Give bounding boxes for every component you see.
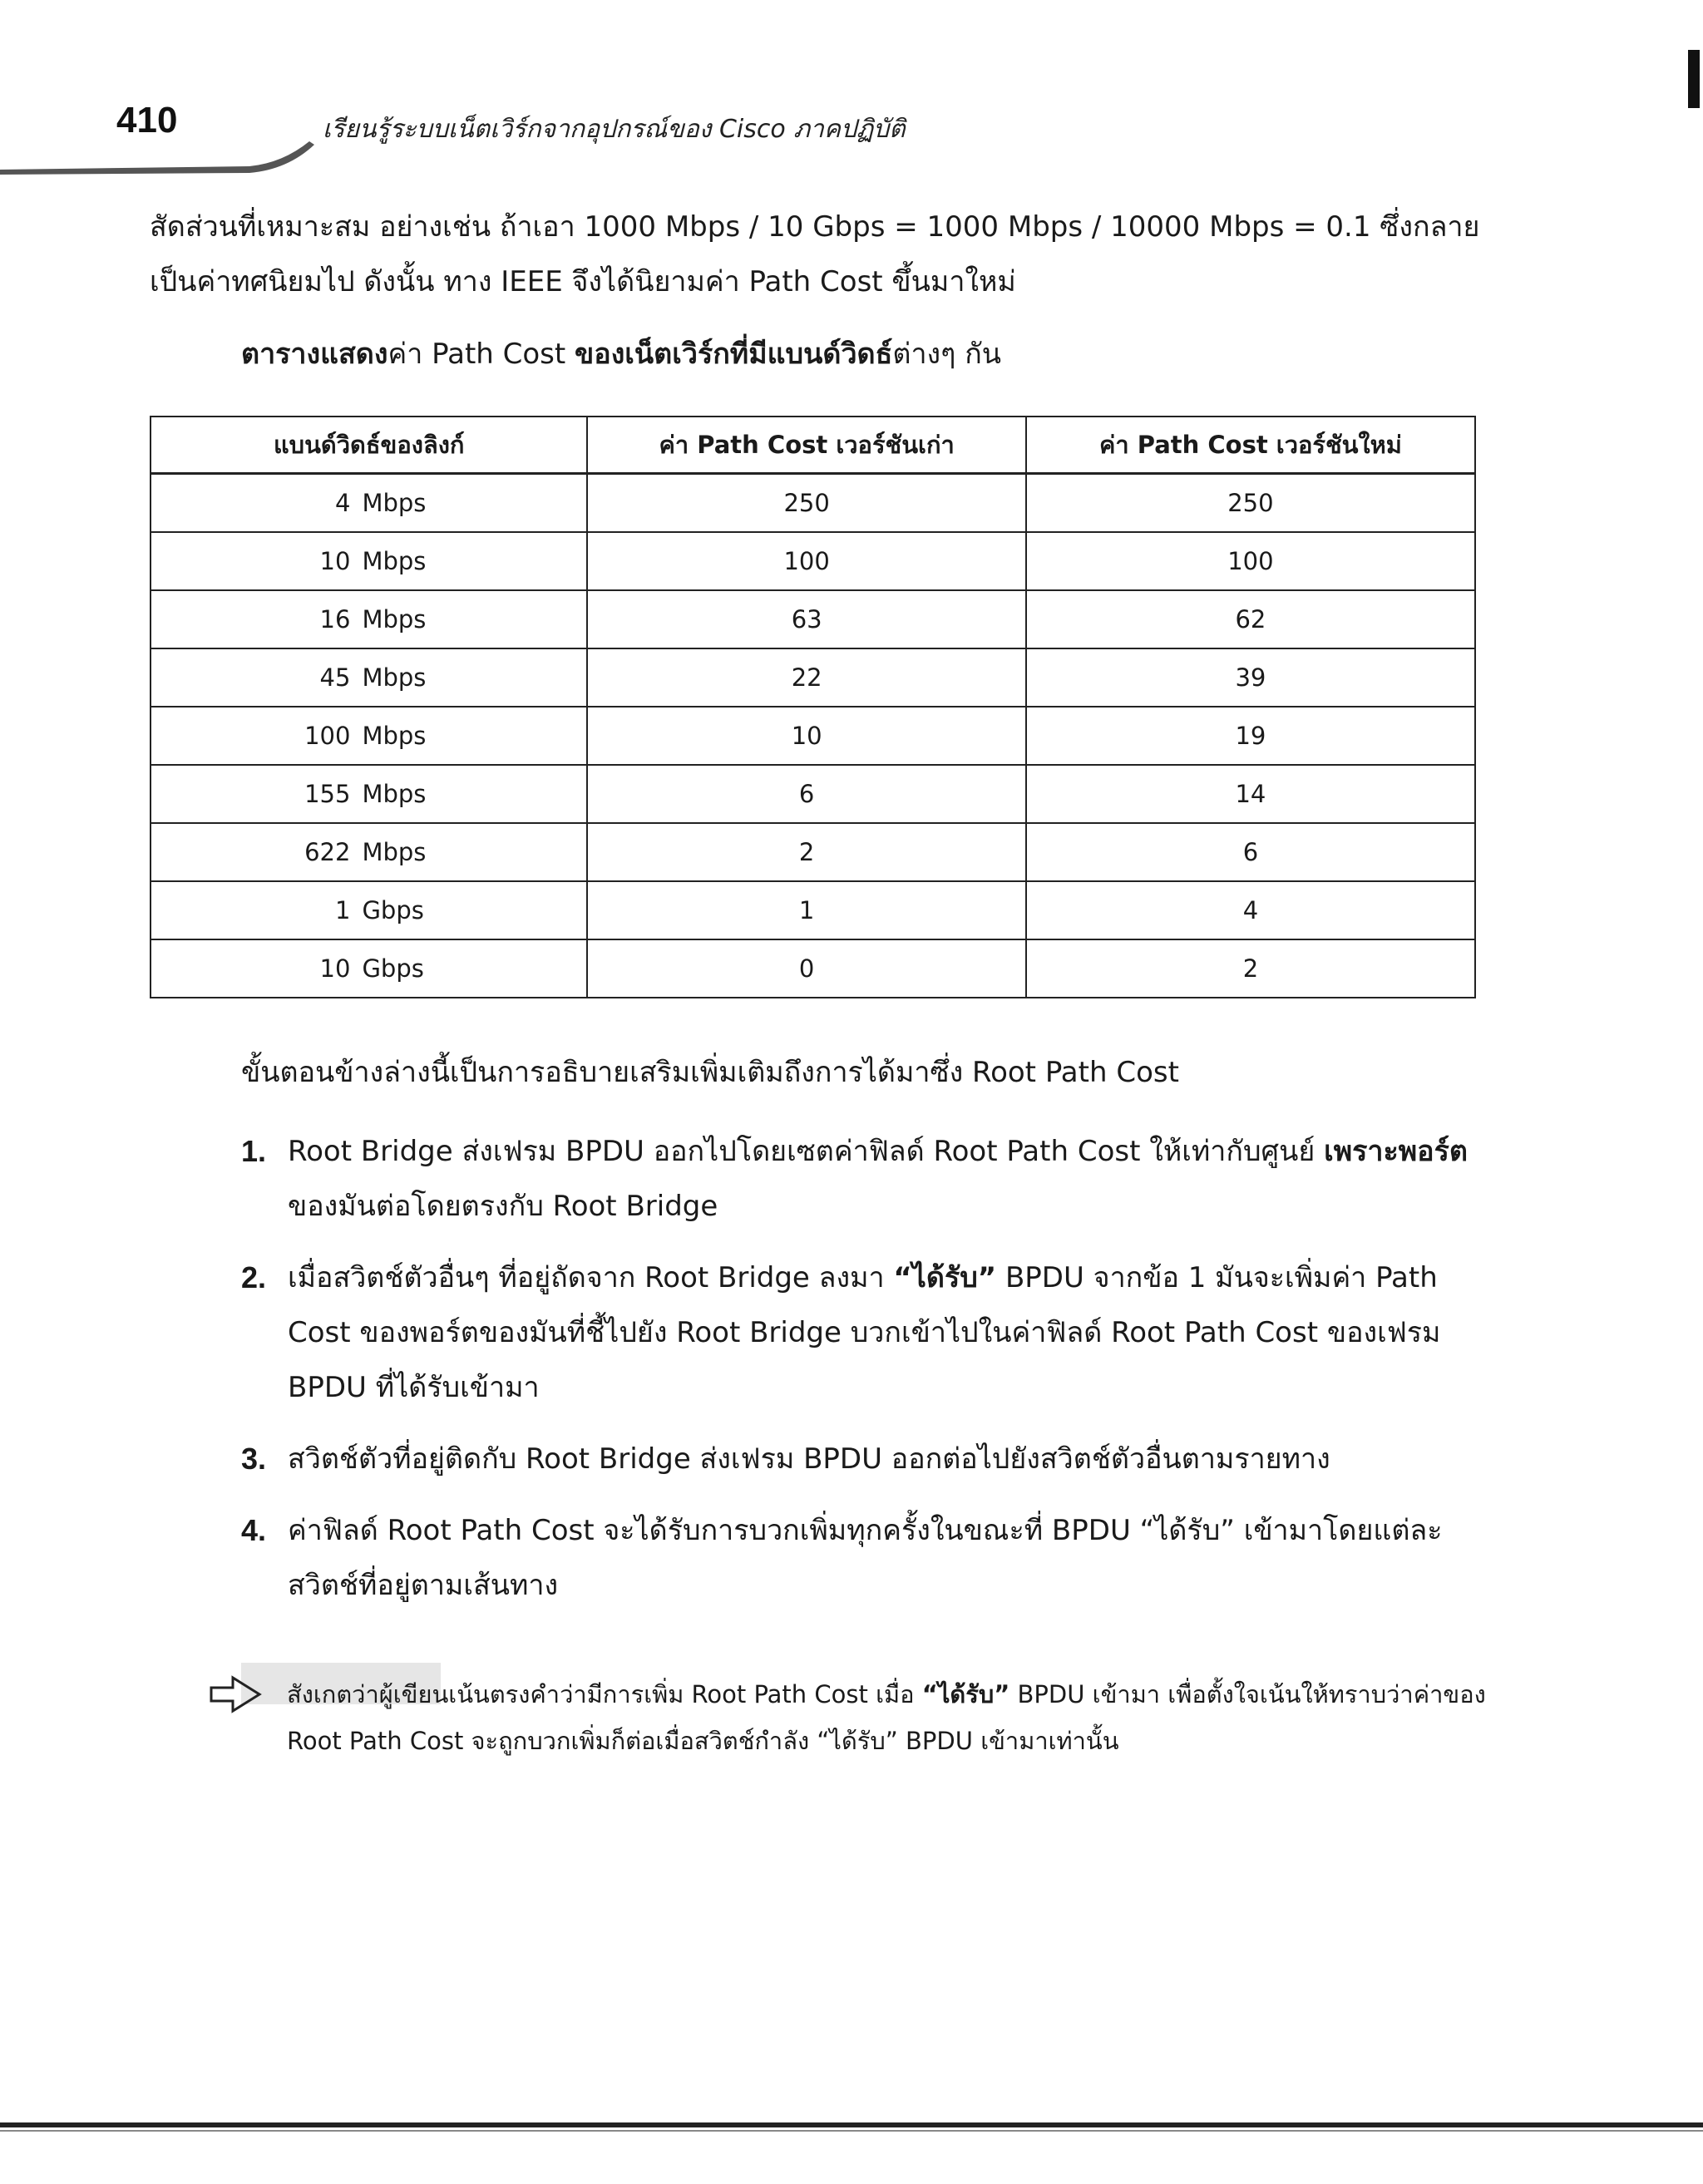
bandwidth-unit: Mbps bbox=[362, 722, 427, 750]
intro-line-1: สัดส่วนที่เหมาะสม อย่างเช่น ถ้าเอา 1000 Mbps / 10 Gbps = 1000 Mbps / 10000 Mbps = 0.1 ซึ่งกลาย bbox=[150, 210, 1480, 244]
bandwidth-unit: Mbps bbox=[362, 780, 427, 808]
cell-new-cost: 14 bbox=[1026, 765, 1475, 823]
cell-old-cost: 63 bbox=[587, 590, 1025, 648]
table-header-row bbox=[151, 417, 1475, 474]
step-number: 3. bbox=[241, 1442, 267, 1476]
steps-list bbox=[241, 1124, 1480, 1629]
step-text: เมื่อสวิตช์ตัวอื่นๆ ที่อยู่ถัดจาก Root Bridge ลงมา bbox=[288, 1261, 894, 1294]
bandwidth-value: 10 bbox=[319, 547, 351, 575]
cell-bandwidth bbox=[151, 532, 587, 590]
table-row bbox=[151, 707, 1475, 765]
bandwidth-value: 155 bbox=[304, 780, 351, 808]
intro-line-2: เป็นค่าทศนิยมไป ดังนั้น ทาง IEEE จึงได้นิยามค่า Path Cost ขึ้นมาใหม่ bbox=[150, 265, 1016, 298]
bandwidth-value: 45 bbox=[319, 663, 351, 692]
cell-bandwidth bbox=[151, 939, 587, 998]
table-row bbox=[151, 823, 1475, 881]
step-emphasis: เพราะพอร์ต bbox=[1324, 1135, 1468, 1168]
step-item bbox=[241, 1250, 1480, 1415]
running-header-title: เรียนรู้ระบบเน็ตเวิร์กจากอุปกรณ์ของ Cisco ภาคปฏิบัติ bbox=[323, 115, 906, 144]
cell-old-cost: 100 bbox=[587, 532, 1025, 590]
page-header bbox=[0, 91, 1703, 166]
cell-new-cost: 100 bbox=[1026, 532, 1475, 590]
step-item bbox=[241, 1503, 1480, 1613]
bandwidth-unit: Gbps bbox=[362, 954, 424, 983]
table-row bbox=[151, 532, 1475, 590]
bandwidth-unit: Gbps bbox=[362, 896, 424, 924]
caption-bold-2: ของเน็ตเวิร์กที่มีแบนด์วิดธ์ bbox=[575, 338, 893, 371]
table-row bbox=[151, 765, 1475, 823]
cell-bandwidth bbox=[151, 590, 587, 648]
bandwidth-unit: Mbps bbox=[362, 663, 427, 692]
step-text: ค่าฟิลด์ Root Path Cost จะได้รับการบวกเพิ่มทุกครั้งในขณะที่ BPDU “ได้รับ” เข้ามาโดยแต่ละสวิตช์ที่อยู่ตามเส้นทาง bbox=[288, 1514, 1443, 1602]
cell-old-cost: 10 bbox=[587, 707, 1025, 765]
table-caption bbox=[241, 331, 1001, 376]
bandwidth-unit: Mbps bbox=[362, 605, 427, 634]
page-number: 410 bbox=[116, 100, 178, 141]
table-row bbox=[151, 881, 1475, 939]
cell-bandwidth bbox=[151, 881, 587, 939]
cell-old-cost: 1 bbox=[587, 881, 1025, 939]
cell-old-cost: 2 bbox=[587, 823, 1025, 881]
note-text bbox=[287, 1671, 1501, 1764]
bandwidth-value: 100 bbox=[304, 722, 351, 750]
header-swoosh-decoration bbox=[0, 141, 316, 175]
step-number: 2. bbox=[241, 1260, 267, 1294]
bandwidth-value: 10 bbox=[319, 954, 351, 983]
cell-new-cost: 6 bbox=[1026, 823, 1475, 881]
cell-bandwidth bbox=[151, 474, 587, 533]
cell-old-cost: 22 bbox=[587, 648, 1025, 707]
bandwidth-value: 622 bbox=[304, 838, 351, 866]
cell-new-cost: 62 bbox=[1026, 590, 1475, 648]
cell-bandwidth bbox=[151, 707, 587, 765]
step-text: สวิตช์ตัวที่อยู่ติดกับ Root Bridge ส่งเฟรม BPDU ออกต่อไปยังสวิตช์ตัวอื่นตามรายทาง bbox=[288, 1442, 1330, 1476]
cell-new-cost: 250 bbox=[1026, 474, 1475, 533]
cell-new-cost: 4 bbox=[1026, 881, 1475, 939]
intro-paragraph bbox=[150, 200, 1480, 309]
path-cost-table bbox=[150, 416, 1476, 998]
header-old-cost: ค่า Path Cost เวอร์ชันเก่า bbox=[587, 417, 1025, 474]
cell-new-cost: 2 bbox=[1026, 939, 1475, 998]
cell-new-cost: 19 bbox=[1026, 707, 1475, 765]
step-item bbox=[241, 1432, 1480, 1486]
caption-bold-1: ตารางแสดง bbox=[241, 338, 388, 371]
bandwidth-unit: Mbps bbox=[362, 547, 427, 575]
footer-rule-thin bbox=[0, 2130, 1703, 2132]
table-row bbox=[151, 939, 1475, 998]
table-row bbox=[151, 474, 1475, 533]
table-row bbox=[151, 648, 1475, 707]
bandwidth-value: 16 bbox=[319, 605, 351, 634]
step-item bbox=[241, 1124, 1480, 1234]
note-text-1: สังเกตว่าผู้เขียนเน้นตรงคำว่ามีการเพิ่ม Root Path Cost เมื่อ bbox=[287, 1680, 922, 1708]
pointing-hand-icon bbox=[208, 1673, 266, 1714]
footer-rule bbox=[0, 2122, 1703, 2127]
bandwidth-unit: Mbps bbox=[362, 489, 427, 517]
cell-bandwidth bbox=[151, 823, 587, 881]
header-new-cost: ค่า Path Cost เวอร์ชันใหม่ bbox=[1026, 417, 1475, 474]
bandwidth-value: 4 bbox=[335, 489, 351, 517]
caption-text-2: ต่างๆ กัน bbox=[892, 338, 1002, 371]
cell-bandwidth bbox=[151, 765, 587, 823]
step-text-continued: BPDU จากข้อ 1 มันจะเพิ่มค่า Path Cost ของพอร์ตของมันที่ชี้ไปยัง Root Bridge บวกเข้าไปในค่าฟิลด์ Root Path Cost ของเฟรม BPDU ที่ได้รับเข้ามา bbox=[288, 1261, 1441, 1404]
table-row bbox=[151, 590, 1475, 648]
step-number: 1. bbox=[241, 1134, 267, 1168]
steps-intro: ขั้นตอนข้างล่างนี้เป็นการอธิบายเสริมเพิ่มเติมถึงการได้มาซึ่ง Root Path Cost bbox=[241, 1056, 1179, 1089]
cell-old-cost: 0 bbox=[587, 939, 1025, 998]
cell-old-cost: 250 bbox=[587, 474, 1025, 533]
step-text: Root Bridge ส่งเฟรม BPDU ออกไปโดยเซตค่าฟิลด์ Root Path Cost ให้เท่ากับศูนย์ bbox=[288, 1135, 1325, 1168]
note-text-2: BPDU เข้ามา เพื่อตั้งใจเน้นให้ทราบว่าค่าของ Root Path Cost จะถูกบวกเพิ่มก็ต่อเมื่อสวิตช์กำลัง “ได้รับ” BPDU เข้ามาเท่านั้น bbox=[287, 1680, 1486, 1755]
table-body bbox=[151, 474, 1475, 998]
cell-new-cost: 39 bbox=[1026, 648, 1475, 707]
step-number: 4. bbox=[241, 1513, 267, 1547]
bandwidth-value: 1 bbox=[335, 896, 351, 924]
cell-old-cost: 6 bbox=[587, 765, 1025, 823]
caption-text-1: ค่า Path Cost bbox=[387, 338, 575, 371]
note-bold: “ได้รับ” bbox=[921, 1680, 1010, 1708]
step-text-continued: ของมันต่อโดยตรงกับ Root Bridge bbox=[288, 1190, 718, 1223]
cell-bandwidth bbox=[151, 648, 587, 707]
step-emphasis: “ได้รับ” bbox=[893, 1261, 997, 1294]
page-edge-marker bbox=[1688, 50, 1700, 108]
bandwidth-unit: Mbps bbox=[362, 838, 427, 866]
header-bandwidth: แบนด์วิดธ์ของลิงก์ bbox=[151, 417, 587, 474]
